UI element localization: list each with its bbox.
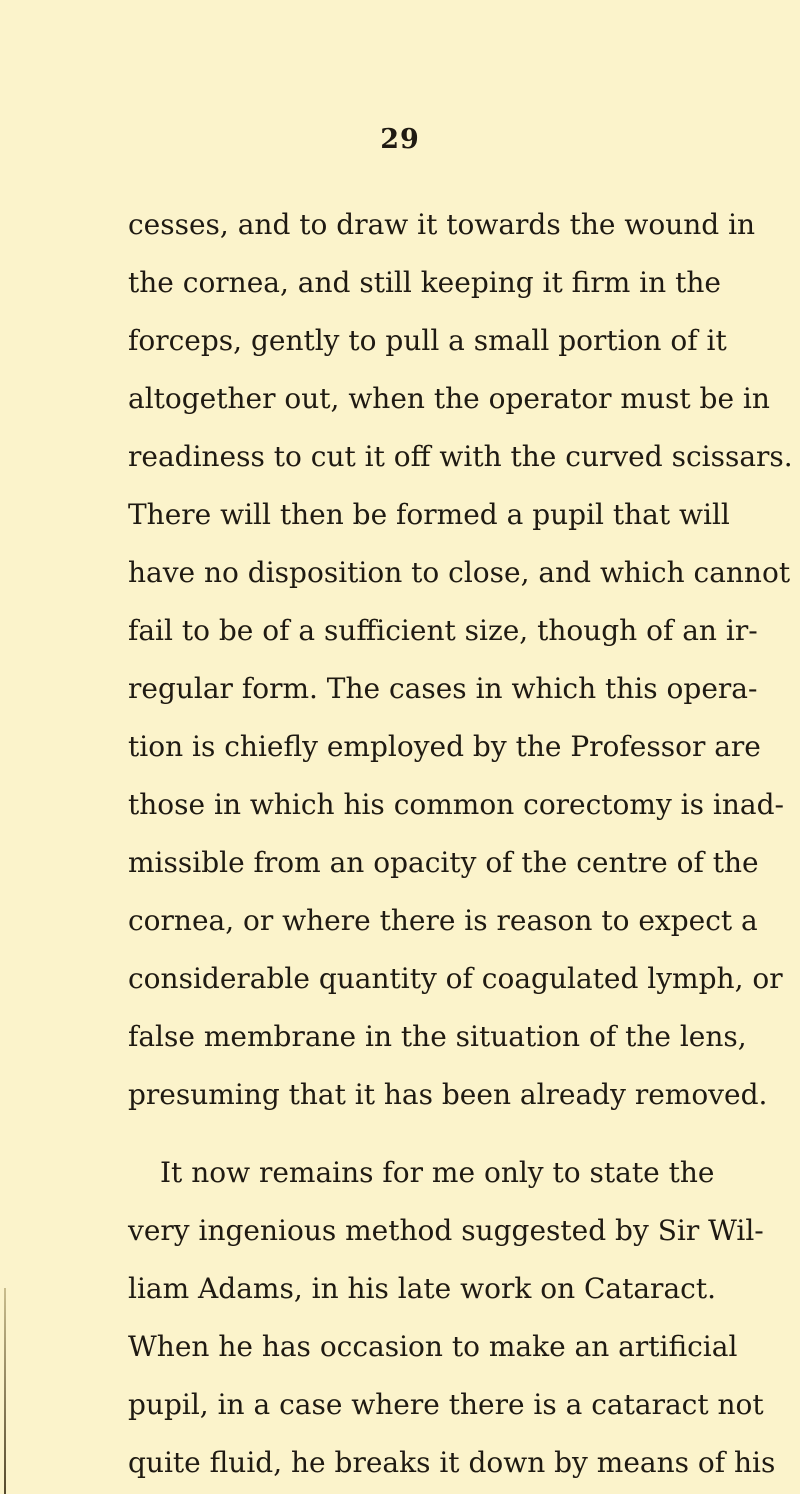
text-line: false membrane in the situation of the lens,	[128, 1020, 747, 1053]
text-line: presuming that it has been already removed.	[128, 1078, 768, 1111]
text-line: the cornea, and still keeping it firm in the	[128, 266, 721, 299]
text-line: very ingenious method suggested by Sir Wil-	[128, 1214, 764, 1247]
text-line: pupil, in a case where there is a cataract not	[128, 1388, 764, 1421]
text-line: fail to be of a sufficient size, though of an ir-	[128, 614, 758, 647]
text-line: missible from an opacity of the centre of the	[128, 846, 759, 879]
text-line: altogether out, when the operator must be in	[128, 382, 770, 415]
text-line: tion is chiefly employed by the Professor are	[128, 730, 761, 763]
text-line: cesses, and to draw it towards the wound in	[128, 208, 756, 241]
text-line: cornea, or where there is reason to expect a	[128, 904, 758, 937]
text-line: have no disposition to close, and which cannot	[128, 556, 791, 589]
page-edge-shadow	[4, 1288, 6, 1494]
page-number: 29	[380, 124, 420, 155]
text-line: It now remains for me only to state the	[160, 1156, 715, 1189]
text-line: readiness to cut it off with the curved scissars.	[128, 440, 793, 473]
text-line: forceps, gently to pull a small portion of it	[128, 324, 727, 357]
text-line: regular form. The cases in which this opera-	[128, 672, 758, 705]
text-line: those in which his common corectomy is inad-	[128, 788, 784, 821]
text-line: When he has occasion to make an artificial	[128, 1330, 738, 1363]
text-line: There will then be formed a pupil that will	[128, 498, 730, 531]
text-line: quite fluid, he breaks it down by means of his	[128, 1446, 776, 1479]
text-line: considerable quantity of coagulated lymph, or	[128, 962, 783, 995]
text-line: liam Adams, in his late work on Cataract.	[128, 1272, 716, 1305]
